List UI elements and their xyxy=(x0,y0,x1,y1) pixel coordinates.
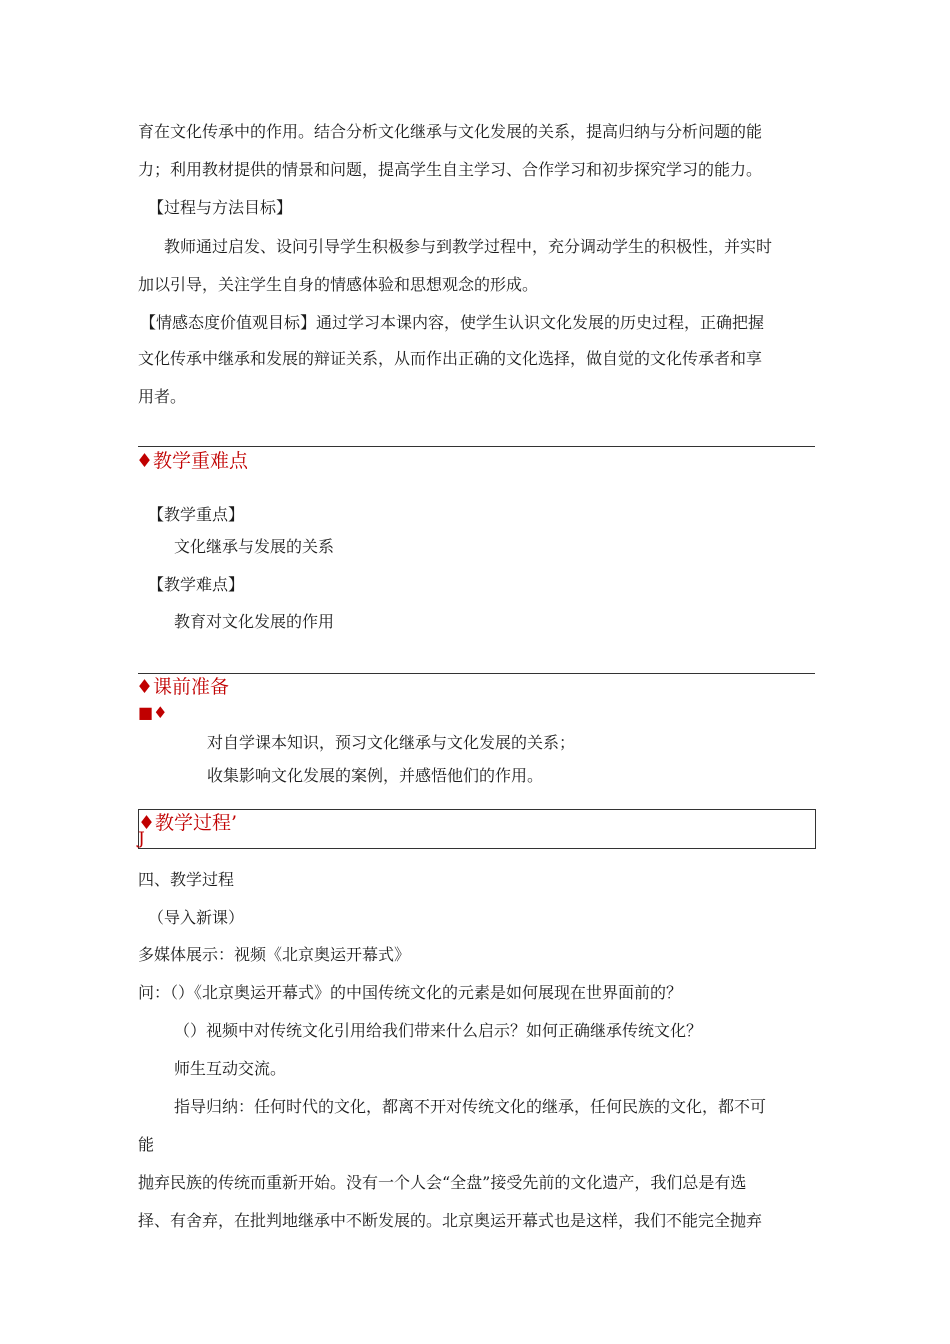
objective-label: 【过程与方法目标】 xyxy=(148,198,293,217)
paragraph-line: 力；利用教材提供的情景和问题，提高学生自主学习、合作学习和初步探究学习的能力。 xyxy=(138,160,763,179)
section-heading-box xyxy=(138,809,816,849)
paragraph-line: 教师通过启发、设问引导学生积极参与到教学过程中，充分调动学生的积极性，并实时 xyxy=(164,237,773,256)
paragraph-line: 【情感态度价值观目标】通过学习本课内容，使学生认识文化发展的历史过程，正确把握 xyxy=(140,313,765,332)
paragraph-line: 加以引导，关注学生自身的情感体验和思想观念的形成。 xyxy=(138,275,539,294)
paragraph-line: 用者。 xyxy=(138,387,187,406)
key-point-text: 文化继承与发展的关系 xyxy=(174,537,335,556)
paragraph-line: 文化传承中继承和发展的辩证关系，从而作出正确的文化选择，做自觉的文化传承者和享 xyxy=(138,349,763,368)
process-line: 指导归纳：任何时代的文化，都离不开对传统文化的继承，任何民族的文化，都不可 xyxy=(174,1097,767,1116)
section-heading-key-points: ♦教学重难点 xyxy=(136,450,249,472)
process-line: 四、教学过程 xyxy=(138,870,235,889)
process-line: （导入新课） xyxy=(148,908,245,927)
section-divider xyxy=(138,673,815,674)
bullet-marker: ■♦ xyxy=(138,703,168,722)
difficulty-text: 教育对文化发展的作用 xyxy=(174,612,335,631)
process-line: （）视频中对传统文化引用给我们带来什么启示？如何正确继承传统文化？ xyxy=(174,1021,703,1040)
process-line: 择、有舍弃，在批判地继承中不断发展的。北京奥运开幕式也是这样，我们不能完全抛弃 xyxy=(138,1211,763,1230)
section-divider xyxy=(138,446,815,447)
process-line: 能 xyxy=(138,1135,155,1154)
process-line: 师生互动交流。 xyxy=(174,1059,287,1078)
key-point-label: 【教学重点】 xyxy=(148,505,245,524)
difficulty-label: 【教学难点】 xyxy=(148,575,245,594)
section-heading-preparation: ♦课前准备 xyxy=(136,676,230,698)
process-line: 问：（）《北京奥运开幕式》的中国传统文化的元素是如何展现在世界面前的？ xyxy=(138,983,683,1002)
paragraph-line: 育在文化传承中的作用。结合分析文化继承与文化发展的关系，提高归纳与分析问题的能 xyxy=(138,122,763,141)
process-line: 抛弃民族的传统而重新开始。没有一个人会“全盘”接受先前的文化遗产，我们总是有选 xyxy=(138,1173,747,1192)
section-heading-process-tail: J xyxy=(138,829,145,849)
process-line: 多媒体展示：视频《北京奥运开幕式》 xyxy=(138,945,411,964)
preparation-item: 收集影响文化发展的案例，并感悟他们的作用。 xyxy=(207,766,544,785)
preparation-item: 对自学课本知识，预习文化继承与文化发展的关系； xyxy=(207,733,576,752)
section-heading-process: ♦教学过程’ xyxy=(138,812,238,834)
